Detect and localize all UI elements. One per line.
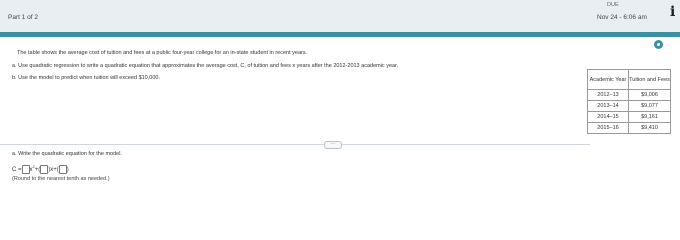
table-cell-cost: $9,077 [629,101,671,112]
accent-bar [0,32,680,37]
equation-lhs: C = [12,166,22,173]
open-paren: ( [38,166,41,173]
problem-intro: The table shows the average cost of tuition and fees at a public four-year college for an in-state student in recent years. [17,50,308,56]
open-paren: ( [56,166,59,173]
header-academic-year: Academic Year [588,70,629,90]
problem-item-b: b. Use the model to predict when tuition will exceed $10,000. [12,75,160,81]
section-divider [0,144,590,145]
table-cell-cost: $9,006 [629,90,671,101]
table-cell-cost: $9,161 [629,112,671,123]
table-cell-year: 2015–16 [588,123,629,134]
equation-plus: + [34,166,39,173]
table-row [588,112,671,123]
table-row [588,90,671,101]
close-paren: ) [48,166,51,173]
coefficient-c-input[interactable] [56,165,67,174]
due-date: Nov 24 - 6:06 am [597,14,647,21]
table-cell-year: 2013–14 [588,101,629,112]
equation-x: x [50,166,54,173]
table-cell-year: 2014–15 [588,112,629,123]
equation-exponent: 2 [32,164,35,169]
coefficient-a-input[interactable] [22,165,30,174]
equation-row [12,165,69,174]
coefficient-b-input[interactable] [40,165,51,174]
table-cell-year: 2012–13 [588,90,629,101]
problem-item-a: a. Use quadratic regression to write a quadratic equation that approximates the average cost, C, of tuition and fees x years after the 2012-2013 academic year. [12,63,399,69]
equation-x-squared: x [29,166,33,173]
table-header-row [588,70,671,90]
close-paren: ) [66,166,69,173]
answer-question: a. Write the quadratic equation for the model. [12,151,122,157]
table-row [588,123,671,134]
table-cell-cost: $9,410 [629,123,671,134]
table-row [588,101,671,112]
rounding-note: (Round to the nearest tenth as needed.) [12,176,110,182]
due-label: DUE [607,2,619,8]
gear-icon[interactable] [654,40,663,49]
part-label: Part 1 of 2 [8,14,38,21]
expand-button[interactable]: ··· [324,141,342,149]
top-bar [0,0,680,32]
equation-plus: + [53,166,57,173]
data-table [587,69,671,134]
info-icon[interactable]: i [670,4,676,20]
header-tuition-fees: Tuition and Fees [629,70,671,90]
